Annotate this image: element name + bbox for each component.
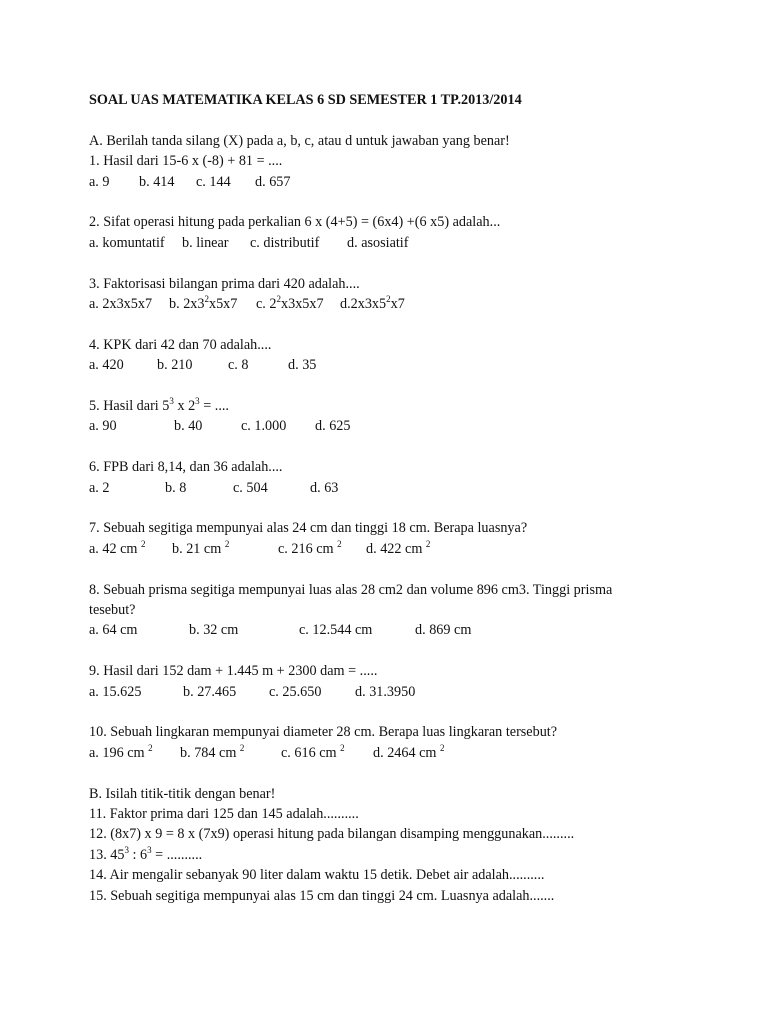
option-d: d. 625 [315,418,351,435]
option-d: d. 63 [310,479,339,496]
question-2 [89,212,729,253]
question-8-text-line-1: 8. Sebuah prisma segitiga mempunyai luas alas 28 cm2 dan volume 896 cm3. Tinggi prisma [89,581,613,598]
question-7-text: 7. Sebuah segitiga mempunyai alas 24 cm dan tinggi 18 cm. Berapa luasnya? [89,520,528,537]
question-9-options [89,682,729,702]
option-b: b. 21 cm $^2$ [172,538,230,557]
option-a: a. 42 cm $^2$ [89,538,146,557]
question-7-options [89,539,729,559]
question-2-text: 2. Sifat operasi hitung pada perkalian 6 x (4+5) = (6x4) +(6 x5) adalah... [89,214,501,231]
question-6 [89,457,729,498]
option-d: d. 657 [255,173,291,190]
question-15: 15. Sebuah segitiga mempunyai alas 15 cm dan tinggi 24 cm. Luasnya adalah....... [89,887,555,904]
option-c: c. 216 cm $^2$ [278,538,342,557]
question-7 [89,518,729,559]
question-9 [89,661,729,702]
option-b: b. 27.465 [183,683,237,700]
question-4-text: 4. KPK dari 42 dan 70 adalah.... [89,336,272,353]
question-5-text: 5. Hasil dari $5^3$ x $2^3$ = .... [89,396,229,415]
option-a: a. 2 [89,479,110,496]
option-a: a. 15.625 [89,683,142,700]
option-d: $d.2x3x5^2x7$ [340,294,405,313]
question-10-options [89,743,729,763]
option-d: d. 422 cm $^2$ [366,538,431,557]
option-b: b. $2x3^2x5x7$ [169,294,238,313]
question-3-options [89,294,729,314]
option-a: a. 90 [89,418,117,435]
question-9-text: 9. Hasil dari 152 dam + 1.445 m + 2300 dam = ..... [89,663,378,680]
question-8-options [89,620,729,640]
question-6-options [89,478,729,498]
option-a: a. komuntatif [89,234,165,251]
option-d: d. asosiatif [347,234,409,251]
question-5-options [89,416,729,436]
option-c: c. $2^2x3x5x7$ [256,294,324,313]
question-1 [89,151,729,192]
option-d: d. 869 cm [415,622,472,639]
option-b: b. 784 cm $^2$ [180,742,245,761]
question-12: 12. (8x7) x 9 = 8 x (7x9) operasi hitung pada bilangan disamping menggunakan......... [89,826,575,843]
question-2-options [89,233,729,253]
section-b-instruction: B. Isilah titik-titik dengan benar! [89,785,276,802]
question-3-text: 3. Faktorisasi bilangan prima dari 420 adalah.... [89,275,360,292]
option-c: c. 616 cm $^2$ [281,742,345,761]
option-c: c. 12.544 cm [299,622,373,639]
option-c: c. 25.650 [269,683,322,700]
option-c: c. 8 [228,357,249,374]
option-b: b. 8 [165,479,187,496]
option-a: a. 64 cm [89,622,138,639]
question-10-text: 10. Sebuah lingkaran mempunyai diameter 28 cm. Berapa luas lingkaran tersebut? [89,724,558,741]
option-b: b. 210 [157,357,193,374]
option-a: a. 196 cm $^2$ [89,742,153,761]
section-a-instruction: A. Berilah tanda silang (X) pada a, b, c, atau d untuk jawaban yang benar! [89,132,510,149]
question-11: 11. Faktor prima dari 125 dan 145 adalah.......... [89,806,359,823]
question-6-text: 6. FPB dari 8,14, dan 36 adalah.... [89,459,283,476]
question-13: 13. $45^3$ : $6^3$ = .......... [89,844,203,863]
option-b: b. 32 cm [189,622,239,639]
option-d: d. 35 [288,357,317,374]
question-4-options [89,355,729,375]
question-1-text: 1. Hasil dari 15-6 x (-8) + 81 = .... [89,153,283,170]
option-c: c. 1.000 [241,418,287,435]
section-b [89,784,729,906]
question-14: 14. Air mengalir sebanyak 90 liter dalam waktu 15 detik. Debet air adalah.......... [89,867,545,884]
question-4 [89,335,729,376]
document-page [89,90,729,906]
question-10 [89,722,729,763]
option-c: c. 144 [196,173,231,190]
option-a: a. 9 [89,173,110,190]
question-1-options [89,172,729,192]
option-c: c. 504 [233,479,268,496]
option-a: a. 420 [89,357,124,374]
option-d: d. 31.3950 [355,683,416,700]
option-d: d. 2464 cm $^2$ [373,742,445,761]
question-8-text-line-2: tesebut? [89,602,136,619]
option-c: c. distributif [250,234,320,251]
document-title: SOAL UAS MATEMATIKA KELAS 6 SD SEMESTER 1 TP.2013/2014 [89,92,522,108]
option-b: b. linear [182,234,229,251]
question-5 [89,396,729,437]
question-8 [89,580,729,641]
option-a: a. 2x3x5x7 [89,296,153,313]
option-b: b. 414 [139,173,175,190]
option-b: b. 40 [174,418,203,435]
question-3 [89,274,729,315]
